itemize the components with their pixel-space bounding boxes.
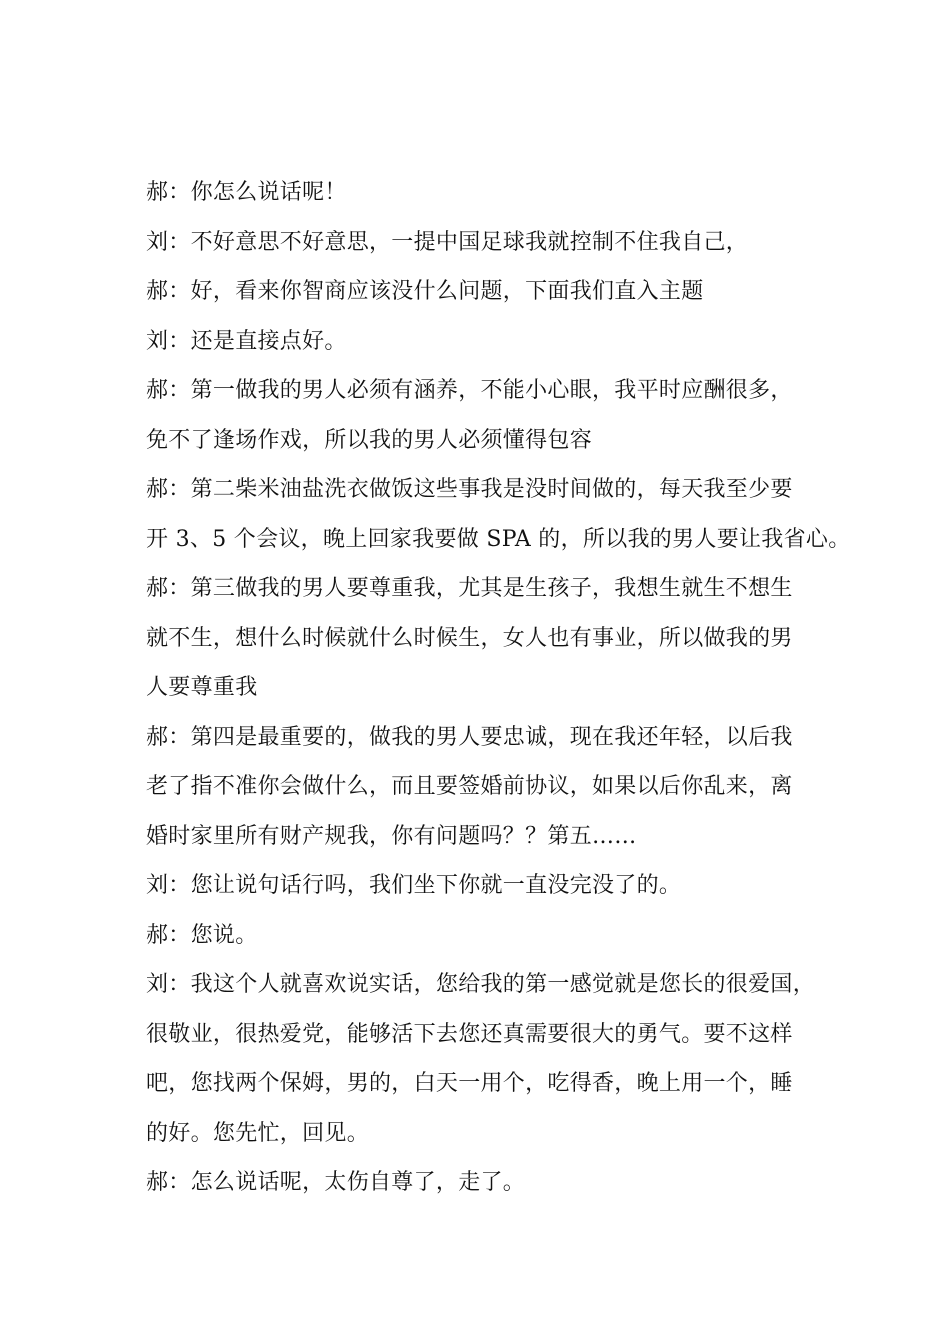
text-line: 刘：还是直接点好。 (146, 328, 347, 354)
text-line: 很敬业，很热爱党，能够活下去您还真需要很大的勇气。要不这样 (146, 1021, 793, 1047)
text-line: 免不了逢场作戏，所以我的男人必须懂得包容 (146, 427, 593, 453)
text-line: 婚时家里所有财产规我，你有问题吗？？第五…… (146, 823, 637, 849)
text-line: 就不生，想什么时候就什么时候生，女人也有事业，所以做我的男 (146, 625, 793, 651)
text-line: 郝：第二柴米油盐洗衣做饭这些事我是没时间做的，每天我至少要 (146, 477, 793, 502)
text-line: 郝：第三做我的男人要尊重我，尤其是生孩子，我想生就生不想生 (146, 576, 793, 601)
text-line: 的好。您先忙，回见。 (146, 1120, 370, 1146)
text-line: 郝：第一做我的男人必须有涵养，不能小心眼，我平时应酬很多， (146, 378, 793, 403)
text-line: 郝：好，看来你智商应该没什么问题，下面我们直入主题 (146, 279, 704, 304)
text-line: 郝：第四是最重要的，做我的男人要忠诚，现在我还年轻，以后我 (146, 724, 793, 750)
text-line: 刘：我这个人就喜欢说实话，您给我的第一感觉就是您长的很爱国， (146, 972, 816, 997)
text-line: 郝：怎么说话呢，太伤自尊了，走了。 (146, 1170, 526, 1195)
text-line: 郝：您说。 (146, 922, 258, 948)
text-line: 人要尊重我 (146, 675, 258, 700)
dialogue-text (146, 175, 851, 1215)
text-line: 开 3、5 个会议，晚上回家我要做 SPA 的，所以我的男人要让我省心。 (146, 526, 851, 552)
text-line: 刘：不好意思不好意思，一提中国足球我就控制不住我自己， (146, 229, 749, 255)
text-line: 刘：您让说句话行吗，我们坐下你就一直没完没了的。 (146, 873, 682, 898)
text-line: 郝：你怎么说话呢！ (146, 180, 347, 205)
text-line: 吧，您找两个保姆，男的，白天一用个，吃得香，晚上用一个，睡 (146, 1071, 793, 1096)
text-line: 老了指不准你会做什么，而且要签婚前协议，如果以后你乱来，离 (146, 774, 793, 799)
